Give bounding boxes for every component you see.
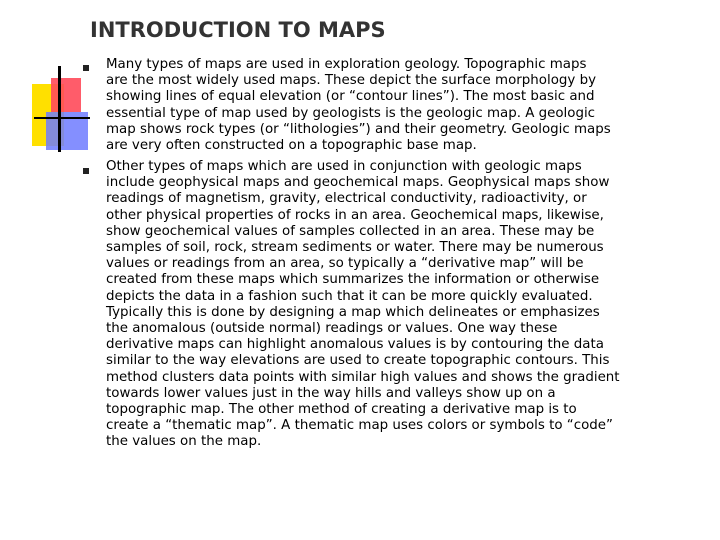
- horizontal-rule: [34, 117, 90, 119]
- text-line: create a “thematic map”. A thematic map uses colors or symbols to “code”: [106, 418, 613, 434]
- text-line: Other types of maps which are used in conjunction with geologic maps: [106, 159, 582, 174]
- text-line: similar to the way elevations are used to create topographic contours. This: [106, 353, 610, 369]
- text-line: essential type of map used by geologists is the geologic map. A geologic: [106, 105, 596, 121]
- text-line: topographic map. The other method of creating a derivative map is to: [106, 402, 577, 418]
- text-line: Typically this is done by designing a map which delineates or emphasizes: [106, 304, 600, 320]
- bullet-marker: [83, 168, 89, 174]
- red-square: [51, 78, 81, 112]
- text-line: the anomalous (outside normal) readings or values. One way these: [106, 321, 558, 337]
- bullet-paragraph-2: [106, 159, 696, 451]
- bullet-marker: [83, 65, 89, 71]
- text-line: method clusters data points with similar high values and shows the gradient: [106, 369, 620, 385]
- bullet-paragraph-1: [106, 57, 696, 154]
- text-line: are the most widely used maps. These depict the surface morphology by: [106, 73, 596, 89]
- text-line: include geophysical maps and geochemical maps. Geophysical maps show: [106, 175, 610, 191]
- text-line: are very often constructed on a topographic base map.: [106, 138, 477, 154]
- vertical-rule: [58, 66, 61, 152]
- text-line: towards lower values just in the way hills and valleys show up on a: [106, 385, 556, 401]
- text-line: values or readings from an area, so typically a “derivative map” will be: [106, 256, 584, 272]
- text-line: readings of magnetism, gravity, electrical conductivity, radioactivity, or: [106, 191, 587, 207]
- text-line: showing lines of equal elevation (or “contour lines”). The most basic and: [106, 89, 595, 105]
- text-line: other physical properties of rocks in an area. Geochemical maps, likewise,: [106, 207, 604, 223]
- text-line: show geochemical values of samples collected in an area. These may be: [106, 223, 595, 239]
- text-line: depicts the data in a fashion such that it can be more quickly evaluated.: [106, 288, 593, 304]
- text-line: derivative maps can highlight anomalous values is by contouring the data: [106, 337, 604, 353]
- slide-title: INTRODUCTION TO MAPS: [90, 18, 386, 42]
- text-line: map shows rock types (or “lithologies”) and their geometry. Geologic maps: [106, 121, 611, 137]
- text-line: Many types of maps are used in exploration geology. Topographic maps: [106, 57, 587, 72]
- text-line: samples of soil, rock, stream sediments or water. There may be numerous: [106, 240, 604, 256]
- text-line: created from these maps which summarizes the information or otherwise: [106, 272, 600, 288]
- text-line: the values on the map.: [106, 434, 262, 450]
